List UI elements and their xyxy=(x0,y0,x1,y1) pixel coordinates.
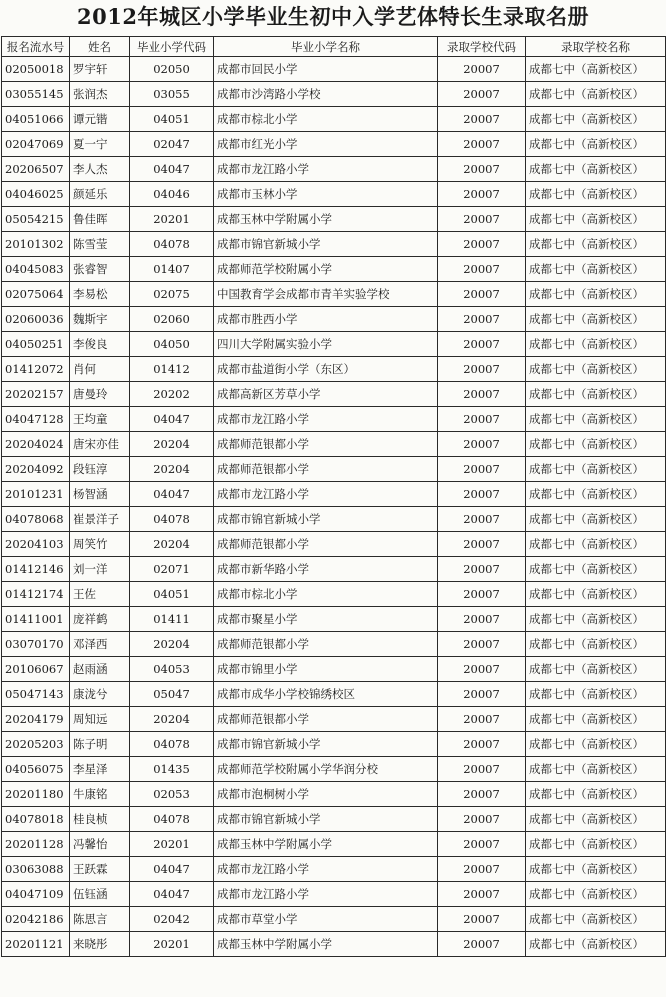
primary-school-code-cell: 02042 xyxy=(130,907,214,932)
primary-school-name-cell: 成都市锦官新城小学 xyxy=(214,807,438,832)
admitting-school-name-cell: 成都七中（高新校区） xyxy=(526,682,666,707)
table-row xyxy=(2,407,666,432)
serial-number-cell: 20106067 xyxy=(2,657,70,682)
primary-school-code-cell: 04047 xyxy=(130,882,214,907)
admitting-school-name-cell: 成都七中（高新校区） xyxy=(526,782,666,807)
student-name-cell: 张睿智 xyxy=(70,257,130,282)
primary-school-name-cell: 成都市胜西小学 xyxy=(214,307,438,332)
table-row xyxy=(2,182,666,207)
primary-school-code-cell: 20204 xyxy=(130,632,214,657)
student-name-cell: 段钰淳 xyxy=(70,457,130,482)
student-name-cell: 张润杰 xyxy=(70,82,130,107)
primary-school-code-cell: 02060 xyxy=(130,307,214,332)
primary-school-code-cell: 20202 xyxy=(130,382,214,407)
primary-school-code-cell: 04078 xyxy=(130,232,214,257)
admitting-school-name-cell: 成都七中（高新校区） xyxy=(526,57,666,82)
admitting-school-code-cell: 20007 xyxy=(438,332,526,357)
serial-number-cell: 05054215 xyxy=(2,207,70,232)
admitting-school-name-cell: 成都七中（高新校区） xyxy=(526,182,666,207)
primary-school-name-cell: 成都市锦官新城小学 xyxy=(214,507,438,532)
admitting-school-name-cell: 成都七中（高新校区） xyxy=(526,707,666,732)
admitting-school-name-cell: 成都七中（高新校区） xyxy=(526,82,666,107)
table-row xyxy=(2,257,666,282)
primary-school-name-cell: 成都师范银都小学 xyxy=(214,457,438,482)
admitting-school-name-cell: 成都七中（高新校区） xyxy=(526,332,666,357)
primary-school-code-cell: 04050 xyxy=(130,332,214,357)
admitting-school-code-cell: 20007 xyxy=(438,132,526,157)
serial-number-cell: 02050018 xyxy=(2,57,70,82)
table-row xyxy=(2,107,666,132)
document-title: 2012年城区小学毕业生初中入学艺体特长生录取名册 xyxy=(77,4,589,29)
primary-school-code-cell: 01435 xyxy=(130,757,214,782)
admitting-school-name-cell: 成都七中（高新校区） xyxy=(526,357,666,382)
serial-number-cell: 04078018 xyxy=(2,807,70,832)
serial-number-cell: 02042186 xyxy=(2,907,70,932)
primary-school-code-cell: 04047 xyxy=(130,407,214,432)
admitting-school-name-cell: 成都七中（高新校区） xyxy=(526,757,666,782)
primary-school-name-cell: 成都师范银都小学 xyxy=(214,532,438,557)
table-row xyxy=(2,632,666,657)
student-name-cell: 唐曼玲 xyxy=(70,382,130,407)
admitting-school-code-cell: 20007 xyxy=(438,232,526,257)
serial-number-cell: 02075064 xyxy=(2,282,70,307)
primary-school-name-cell: 四川大学附属实验小学 xyxy=(214,332,438,357)
admitting-school-code-cell: 20007 xyxy=(438,832,526,857)
primary-school-name-cell: 成都玉林中学附属小学 xyxy=(214,832,438,857)
primary-school-name-cell: 成都市新华路小学 xyxy=(214,557,438,582)
serial-number-cell: 02060036 xyxy=(2,307,70,332)
primary-school-code-cell: 01411 xyxy=(130,607,214,632)
table-row xyxy=(2,707,666,732)
admitting-school-code-cell: 20007 xyxy=(438,482,526,507)
admitting-school-name-cell: 成都七中（高新校区） xyxy=(526,107,666,132)
admitting-school-code-cell: 20007 xyxy=(438,632,526,657)
table-row xyxy=(2,882,666,907)
column-header-name: 姓名 xyxy=(70,37,130,57)
table-row xyxy=(2,607,666,632)
student-name-cell: 李星泽 xyxy=(70,757,130,782)
admitting-school-code-cell: 20007 xyxy=(438,157,526,182)
table-row xyxy=(2,57,666,82)
primary-school-code-cell: 02053 xyxy=(130,782,214,807)
table-row xyxy=(2,757,666,782)
admitting-school-code-cell: 20007 xyxy=(438,207,526,232)
primary-school-name-cell: 成都市成华小学校锦绣校区 xyxy=(214,682,438,707)
serial-number-cell: 20201180 xyxy=(2,782,70,807)
primary-school-name-cell: 成都师范学校附属小学 xyxy=(214,257,438,282)
table-row xyxy=(2,657,666,682)
student-name-cell: 冯馨怡 xyxy=(70,832,130,857)
student-name-cell: 李人杰 xyxy=(70,157,130,182)
primary-school-code-cell: 04078 xyxy=(130,807,214,832)
primary-school-name-cell: 成都市沙湾路小学校 xyxy=(214,82,438,107)
primary-school-name-cell: 成都市棕北小学 xyxy=(214,107,438,132)
admitting-school-code-cell: 20007 xyxy=(438,582,526,607)
column-header-primary-name: 毕业小学名称 xyxy=(214,37,438,57)
admitting-school-name-cell: 成都七中（高新校区） xyxy=(526,657,666,682)
primary-school-name-cell: 成都玉林中学附属小学 xyxy=(214,207,438,232)
student-name-cell: 唐宋亦佳 xyxy=(70,432,130,457)
primary-school-name-cell: 成都玉林中学附属小学 xyxy=(214,932,438,957)
admitting-school-name-cell: 成都七中（高新校区） xyxy=(526,807,666,832)
serial-number-cell: 20204024 xyxy=(2,432,70,457)
table-row xyxy=(2,732,666,757)
student-name-cell: 周笑竹 xyxy=(70,532,130,557)
primary-school-name-cell: 成都高新区芳草小学 xyxy=(214,382,438,407)
admitting-school-name-cell: 成都七中（高新校区） xyxy=(526,607,666,632)
primary-school-code-cell: 04047 xyxy=(130,157,214,182)
admitting-school-code-cell: 20007 xyxy=(438,107,526,132)
table-row xyxy=(2,157,666,182)
primary-school-code-cell: 20201 xyxy=(130,832,214,857)
serial-number-cell: 20202157 xyxy=(2,382,70,407)
admitting-school-name-cell: 成都七中（高新校区） xyxy=(526,832,666,857)
serial-number-cell: 04078068 xyxy=(2,507,70,532)
primary-school-name-cell: 成都师范学校附属小学华润分校 xyxy=(214,757,438,782)
admitting-school-name-cell: 成都七中（高新校区） xyxy=(526,232,666,257)
serial-number-cell: 01412174 xyxy=(2,582,70,607)
student-name-cell: 谭元锴 xyxy=(70,107,130,132)
table-header-row xyxy=(2,37,666,57)
admission-roster-table xyxy=(1,36,666,957)
table-row xyxy=(2,207,666,232)
primary-school-name-cell: 中国教育学会成都市青羊实验学校 xyxy=(214,282,438,307)
admitting-school-name-cell: 成都七中（高新校区） xyxy=(526,732,666,757)
admitting-school-name-cell: 成都七中（高新校区） xyxy=(526,257,666,282)
table-row xyxy=(2,857,666,882)
student-name-cell: 鲁佳晖 xyxy=(70,207,130,232)
serial-number-cell: 04056075 xyxy=(2,757,70,782)
admitting-school-code-cell: 20007 xyxy=(438,557,526,582)
student-name-cell: 魏斯宇 xyxy=(70,307,130,332)
table-row xyxy=(2,332,666,357)
student-name-cell: 王佐 xyxy=(70,582,130,607)
admitting-school-code-cell: 20007 xyxy=(438,807,526,832)
admitting-school-name-cell: 成都七中（高新校区） xyxy=(526,482,666,507)
primary-school-name-cell: 成都市龙江路小学 xyxy=(214,482,438,507)
admitting-school-code-cell: 20007 xyxy=(438,532,526,557)
primary-school-code-cell: 02047 xyxy=(130,132,214,157)
primary-school-name-cell: 成都市龙江路小学 xyxy=(214,407,438,432)
primary-school-name-cell: 成都市聚星小学 xyxy=(214,607,438,632)
admitting-school-code-cell: 20007 xyxy=(438,182,526,207)
student-name-cell: 王均童 xyxy=(70,407,130,432)
student-name-cell: 康泷兮 xyxy=(70,682,130,707)
serial-number-cell: 04047128 xyxy=(2,407,70,432)
serial-number-cell: 04047109 xyxy=(2,882,70,907)
student-name-cell: 赵雨涵 xyxy=(70,657,130,682)
primary-school-name-cell: 成都市锦官新城小学 xyxy=(214,732,438,757)
admitting-school-code-cell: 20007 xyxy=(438,257,526,282)
admitting-school-code-cell: 20007 xyxy=(438,882,526,907)
table-row xyxy=(2,832,666,857)
serial-number-cell: 20101231 xyxy=(2,482,70,507)
primary-school-name-cell: 成都市锦里小学 xyxy=(214,657,438,682)
admitting-school-code-cell: 20007 xyxy=(438,757,526,782)
serial-number-cell: 01412072 xyxy=(2,357,70,382)
serial-number-cell: 20201128 xyxy=(2,832,70,857)
serial-number-cell: 03063088 xyxy=(2,857,70,882)
serial-number-cell: 04051066 xyxy=(2,107,70,132)
primary-school-code-cell: 04051 xyxy=(130,582,214,607)
table-row xyxy=(2,382,666,407)
admitting-school-code-cell: 20007 xyxy=(438,782,526,807)
student-name-cell: 李俊良 xyxy=(70,332,130,357)
student-name-cell: 邓泽西 xyxy=(70,632,130,657)
admitting-school-code-cell: 20007 xyxy=(438,432,526,457)
primary-school-code-cell: 20204 xyxy=(130,707,214,732)
table-row xyxy=(2,807,666,832)
student-name-cell: 夏一宁 xyxy=(70,132,130,157)
student-name-cell: 庞祥鹤 xyxy=(70,607,130,632)
table-row xyxy=(2,532,666,557)
student-name-cell: 牛康铭 xyxy=(70,782,130,807)
admitting-school-code-cell: 20007 xyxy=(438,82,526,107)
primary-school-code-cell: 20204 xyxy=(130,432,214,457)
primary-school-code-cell: 03055 xyxy=(130,82,214,107)
admitting-school-code-cell: 20007 xyxy=(438,282,526,307)
admitting-school-code-cell: 20007 xyxy=(438,407,526,432)
admitting-school-code-cell: 20007 xyxy=(438,457,526,482)
admitting-school-code-cell: 20007 xyxy=(438,682,526,707)
admitting-school-name-cell: 成都七中（高新校区） xyxy=(526,507,666,532)
student-name-cell: 来晓彤 xyxy=(70,932,130,957)
admitting-school-name-cell: 成都七中（高新校区） xyxy=(526,282,666,307)
primary-school-name-cell: 成都市玉林小学 xyxy=(214,182,438,207)
serial-number-cell: 04046025 xyxy=(2,182,70,207)
table-row xyxy=(2,282,666,307)
primary-school-name-cell: 成都市龙江路小学 xyxy=(214,882,438,907)
primary-school-code-cell: 04078 xyxy=(130,732,214,757)
serial-number-cell: 20205203 xyxy=(2,732,70,757)
student-name-cell: 杨智涵 xyxy=(70,482,130,507)
primary-school-code-cell: 20204 xyxy=(130,532,214,557)
primary-school-code-cell: 01407 xyxy=(130,257,214,282)
primary-school-name-cell: 成都市盐道街小学（东区） xyxy=(214,357,438,382)
primary-school-code-cell: 04047 xyxy=(130,482,214,507)
primary-school-name-cell: 成都师范银都小学 xyxy=(214,432,438,457)
table-row xyxy=(2,82,666,107)
table-row xyxy=(2,582,666,607)
student-name-cell: 王跃霖 xyxy=(70,857,130,882)
admitting-school-code-cell: 20007 xyxy=(438,907,526,932)
admitting-school-code-cell: 20007 xyxy=(438,507,526,532)
primary-school-name-cell: 成都市泡桐树小学 xyxy=(214,782,438,807)
student-name-cell: 刘一洋 xyxy=(70,557,130,582)
table-body xyxy=(2,57,666,957)
admitting-school-name-cell: 成都七中（高新校区） xyxy=(526,132,666,157)
student-name-cell: 罗宇轩 xyxy=(70,57,130,82)
table-row xyxy=(2,682,666,707)
student-name-cell: 周知远 xyxy=(70,707,130,732)
admitting-school-code-cell: 20007 xyxy=(438,307,526,332)
student-name-cell: 伍钰涵 xyxy=(70,882,130,907)
serial-number-cell: 04050251 xyxy=(2,332,70,357)
serial-number-cell: 04045083 xyxy=(2,257,70,282)
admitting-school-code-cell: 20007 xyxy=(438,932,526,957)
table-row xyxy=(2,507,666,532)
admitting-school-name-cell: 成都七中（高新校区） xyxy=(526,407,666,432)
primary-school-name-cell: 成都市龙江路小学 xyxy=(214,157,438,182)
admitting-school-name-cell: 成都七中（高新校区） xyxy=(526,432,666,457)
admitting-school-code-cell: 20007 xyxy=(438,607,526,632)
admitting-school-code-cell: 20007 xyxy=(438,357,526,382)
serial-number-cell: 20206507 xyxy=(2,157,70,182)
primary-school-code-cell: 04047 xyxy=(130,857,214,882)
admitting-school-name-cell: 成都七中（高新校区） xyxy=(526,857,666,882)
primary-school-code-cell: 04078 xyxy=(130,507,214,532)
admitting-school-name-cell: 成都七中（高新校区） xyxy=(526,582,666,607)
admitting-school-name-cell: 成都七中（高新校区） xyxy=(526,882,666,907)
admitting-school-code-cell: 20007 xyxy=(438,857,526,882)
table-row xyxy=(2,557,666,582)
primary-school-name-cell: 成都市棕北小学 xyxy=(214,582,438,607)
serial-number-cell: 01412146 xyxy=(2,557,70,582)
admitting-school-name-cell: 成都七中（高新校区） xyxy=(526,157,666,182)
serial-number-cell: 20201121 xyxy=(2,932,70,957)
table-row xyxy=(2,482,666,507)
primary-school-code-cell: 01412 xyxy=(130,357,214,382)
primary-school-name-cell: 成都市红光小学 xyxy=(214,132,438,157)
admitting-school-name-cell: 成都七中（高新校区） xyxy=(526,532,666,557)
student-name-cell: 颜延乐 xyxy=(70,182,130,207)
admitting-school-code-cell: 20007 xyxy=(438,732,526,757)
student-name-cell: 陈思言 xyxy=(70,907,130,932)
admitting-school-name-cell: 成都七中（高新校区） xyxy=(526,632,666,657)
serial-number-cell: 02047069 xyxy=(2,132,70,157)
admitting-school-name-cell: 成都七中（高新校区） xyxy=(526,907,666,932)
student-name-cell: 李易松 xyxy=(70,282,130,307)
table-row xyxy=(2,232,666,257)
student-name-cell: 肖何 xyxy=(70,357,130,382)
primary-school-code-cell: 20201 xyxy=(130,932,214,957)
serial-number-cell: 01411001 xyxy=(2,607,70,632)
column-header-admit-name: 录取学校名称 xyxy=(526,37,666,57)
table-row xyxy=(2,432,666,457)
admitting-school-name-cell: 成都七中（高新校区） xyxy=(526,207,666,232)
primary-school-code-cell: 20201 xyxy=(130,207,214,232)
serial-number-cell: 20204179 xyxy=(2,707,70,732)
student-name-cell: 陈雪莹 xyxy=(70,232,130,257)
serial-number-cell: 03055145 xyxy=(2,82,70,107)
primary-school-code-cell: 05047 xyxy=(130,682,214,707)
table-row xyxy=(2,307,666,332)
primary-school-code-cell: 04053 xyxy=(130,657,214,682)
primary-school-name-cell: 成都师范银都小学 xyxy=(214,707,438,732)
serial-number-cell: 20204092 xyxy=(2,457,70,482)
primary-school-name-cell: 成都市草堂小学 xyxy=(214,907,438,932)
table-row xyxy=(2,457,666,482)
admitting-school-name-cell: 成都七中（高新校区） xyxy=(526,307,666,332)
serial-number-cell: 20204103 xyxy=(2,532,70,557)
primary-school-name-cell: 成都市回民小学 xyxy=(214,57,438,82)
admitting-school-code-cell: 20007 xyxy=(438,707,526,732)
table-row xyxy=(2,932,666,957)
table-row xyxy=(2,357,666,382)
serial-number-cell: 20101302 xyxy=(2,232,70,257)
primary-school-code-cell: 04051 xyxy=(130,107,214,132)
primary-school-code-cell: 02050 xyxy=(130,57,214,82)
table-row xyxy=(2,132,666,157)
column-header-serial: 报名流水号 xyxy=(2,37,70,57)
admitting-school-code-cell: 20007 xyxy=(438,657,526,682)
table-row xyxy=(2,782,666,807)
column-header-primary-code: 毕业小学代码 xyxy=(130,37,214,57)
admitting-school-name-cell: 成都七中（高新校区） xyxy=(526,457,666,482)
primary-school-code-cell: 20204 xyxy=(130,457,214,482)
primary-school-name-cell: 成都市龙江路小学 xyxy=(214,857,438,882)
serial-number-cell: 03070170 xyxy=(2,632,70,657)
admitting-school-code-cell: 20007 xyxy=(438,57,526,82)
admitting-school-name-cell: 成都七中（高新校区） xyxy=(526,382,666,407)
column-header-admit-code: 录取学校代码 xyxy=(438,37,526,57)
serial-number-cell: 05047143 xyxy=(2,682,70,707)
table-row xyxy=(2,907,666,932)
student-name-cell: 陈子明 xyxy=(70,732,130,757)
admitting-school-name-cell: 成都七中（高新校区） xyxy=(526,557,666,582)
primary-school-code-cell: 02071 xyxy=(130,557,214,582)
admitting-school-name-cell: 成都七中（高新校区） xyxy=(526,932,666,957)
student-name-cell: 桂良桢 xyxy=(70,807,130,832)
primary-school-name-cell: 成都市锦官新城小学 xyxy=(214,232,438,257)
primary-school-code-cell: 02075 xyxy=(130,282,214,307)
student-name-cell: 崔景洋子 xyxy=(70,507,130,532)
admitting-school-code-cell: 20007 xyxy=(438,382,526,407)
primary-school-name-cell: 成都师范银都小学 xyxy=(214,632,438,657)
primary-school-code-cell: 04046 xyxy=(130,182,214,207)
